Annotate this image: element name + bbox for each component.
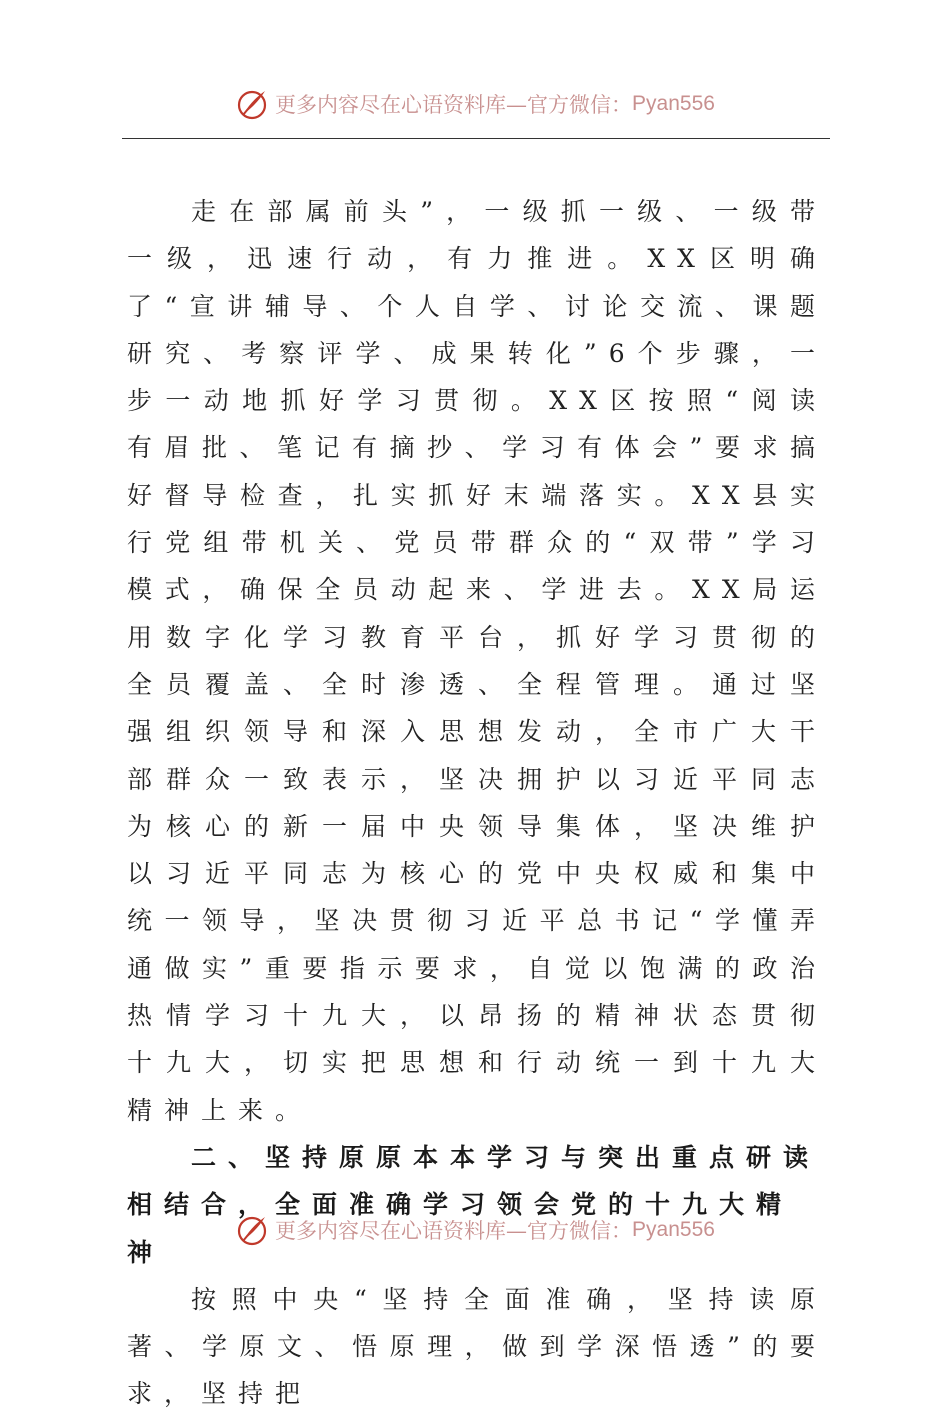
- header-wechat-id: Pyan556: [632, 92, 715, 115]
- quill-logo-icon: [235, 87, 269, 121]
- header-banner-text: 更多内容尽在心语资料库—官方微信：: [275, 93, 633, 117]
- footer-banner: [0, 1210, 950, 1250]
- footer-banner-text: 更多内容尽在心语资料库—官方微信：: [275, 1219, 633, 1243]
- section-heading-2: 二、坚持原原本本学习与突出重点研读相结合，全面准确学习领会党的十九大精神: [127, 1142, 821, 1267]
- body-paragraph-1: 走在部属前头”，一级抓一级、一级带一级，迅速行动，有力推进。XX区明确了“宣讲辅导、个人自学、讨论交流、课题研究、考察评学、成果转化”6个步骤，一步一动地抓好学习贯彻。XX区按照“阅读有眉批、笔记有摘抄、学习有体会”要求搞好督导检查，扎实抓好末端落实。XX县实行党组带机关、党员带群众的“双带”学习模式，确保全员动起来、学进去。XX局运用数字化学习教育平台，抓好学习贯彻的全员覆盖、全时渗透、全程管理。通过坚强组织领导和深入思想发动，全市广大干部群众一致表示，坚决拥护以习近平同志为核心的新一届中央领导集体，坚决维护以习近平同志为核心的党中央权威和集中统一领导，坚决贯彻习近平总书记“学懂弄通做实”重要指示要求，自觉以饱满的政治热情学习十九大，以昂扬的精神状态贯彻十九大，切实把思想和行动统一到十九大精神上来。: [127, 197, 827, 1125]
- quill-logo-icon: [235, 1213, 269, 1247]
- header-banner: [0, 84, 950, 124]
- footer-wechat-id: Pyan556: [632, 1218, 715, 1241]
- header-divider: [122, 138, 830, 139]
- body-paragraph-2: 按照中央“坚持全面准确，坚持读原著、学原文、悟原理，做到学深悟透”的要求，坚持把: [127, 1284, 827, 1409]
